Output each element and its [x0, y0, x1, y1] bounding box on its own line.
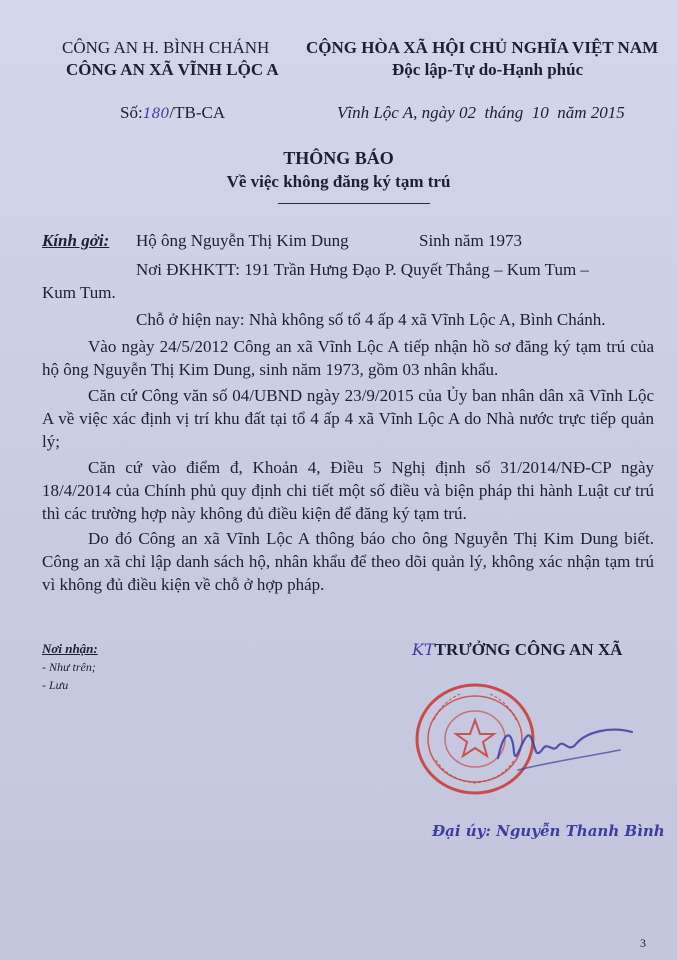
recipient-address-line1: Nơi ĐKHKTT: 191 Trần Hưng Đạo P. Quyết Thắng – Kum Tum –: [136, 260, 589, 279]
recipients-label: Nơi nhận:: [42, 641, 98, 656]
signature-title-text: TRƯỞNG CÔNG AN XÃ: [434, 640, 623, 659]
date-place: Vĩnh Lộc A, ngày: [337, 103, 455, 122]
paragraph-2: Căn cứ Công văn số 04/UBND ngày 23/9/2015 của Ủy ban nhân dân xã Vĩnh Lộc A về việc xác định vị trí khu đất tại tổ 4 ấp 4 xã Vĩnh Lộc A do Nhà nước trực tiếp quản lý;: [42, 386, 654, 451]
date-year: năm 2015: [557, 103, 625, 122]
document-number-suffix: /TB-CA: [169, 103, 226, 122]
signature-title: [412, 640, 622, 660]
title-underline: [278, 203, 430, 204]
national-title: CỘNG HÒA XÃ HỘI CHỦ NGHĨA VIỆT NAM: [306, 38, 659, 57]
recipients-item: - Như trên;: [42, 660, 96, 674]
recipient-name: Hộ ông Nguyễn Thị Kim Dung: [136, 231, 349, 250]
recipients-item: - Lưu: [42, 678, 69, 692]
date-month-label: tháng: [484, 103, 524, 122]
document-title: THÔNG BÁO: [283, 148, 394, 168]
date-day: 02: [458, 103, 476, 122]
date-month: 10: [531, 103, 549, 122]
paragraph-1: Vào ngày 24/5/2012 Công an xã Vĩnh Lộc A tiếp nhận hồ sơ đăng ký tạm trú của hộ ông Nguyễn Thị Kim Dung, sinh năm 1973, gồm 03 nhân khẩu.: [42, 337, 654, 379]
document-date: [337, 103, 625, 123]
recipient-address-line2: Kum Tum.: [42, 283, 116, 302]
document-number: [120, 103, 225, 123]
paragraph-3: Căn cứ vào điểm đ, Khoản 4, Điều 5 Nghị định số 31/2014/NĐ-CP ngày 18/4/2014 của Chính phủ quy định chi tiết một số điều và biện pháp thi hành Luật cư trú thì các trường hợp này không đủ điều kiện để đăng ký tạm trú.: [42, 458, 654, 523]
page-number: 3: [640, 936, 646, 950]
signer-name: Đại úy: Nguyễn Thanh Bình: [432, 822, 665, 840]
paragraph-4: Do đó Công an xã Vĩnh Lộc A thông báo cho ông Nguyễn Thị Kim Dung biết. Công an xã chỉ lập danh sách hộ, nhân khẩu để theo dõi quản lý, không xác nhận tạm trú vì không đủ điều kiện về chỗ ở hợp pháp.: [42, 529, 654, 594]
recipient-current-address: Chỗ ở hiện nay: Nhà không số tổ 4 ấp 4 xã Vĩnh Lộc A, Bình Chánh.: [136, 310, 606, 329]
issuer-parent: CÔNG AN H. BÌNH CHÁNH: [62, 38, 270, 57]
handwritten-signature: [490, 710, 640, 780]
recipient-label: Kính gởi:: [42, 231, 110, 250]
document-subtitle: Về việc không đăng ký tạm trú: [226, 172, 451, 191]
document-number-prefix: Số:: [120, 103, 143, 122]
document-number-value: 180: [142, 106, 170, 122]
issuer-name: CÔNG AN XÃ VĨNH LỘC A: [66, 60, 279, 79]
signature-prefix: KT: [412, 640, 435, 659]
recipient-birth-year: Sinh năm 1973: [419, 231, 522, 250]
national-motto: Độc lập-Tự do-Hạnh phúc: [392, 60, 584, 79]
